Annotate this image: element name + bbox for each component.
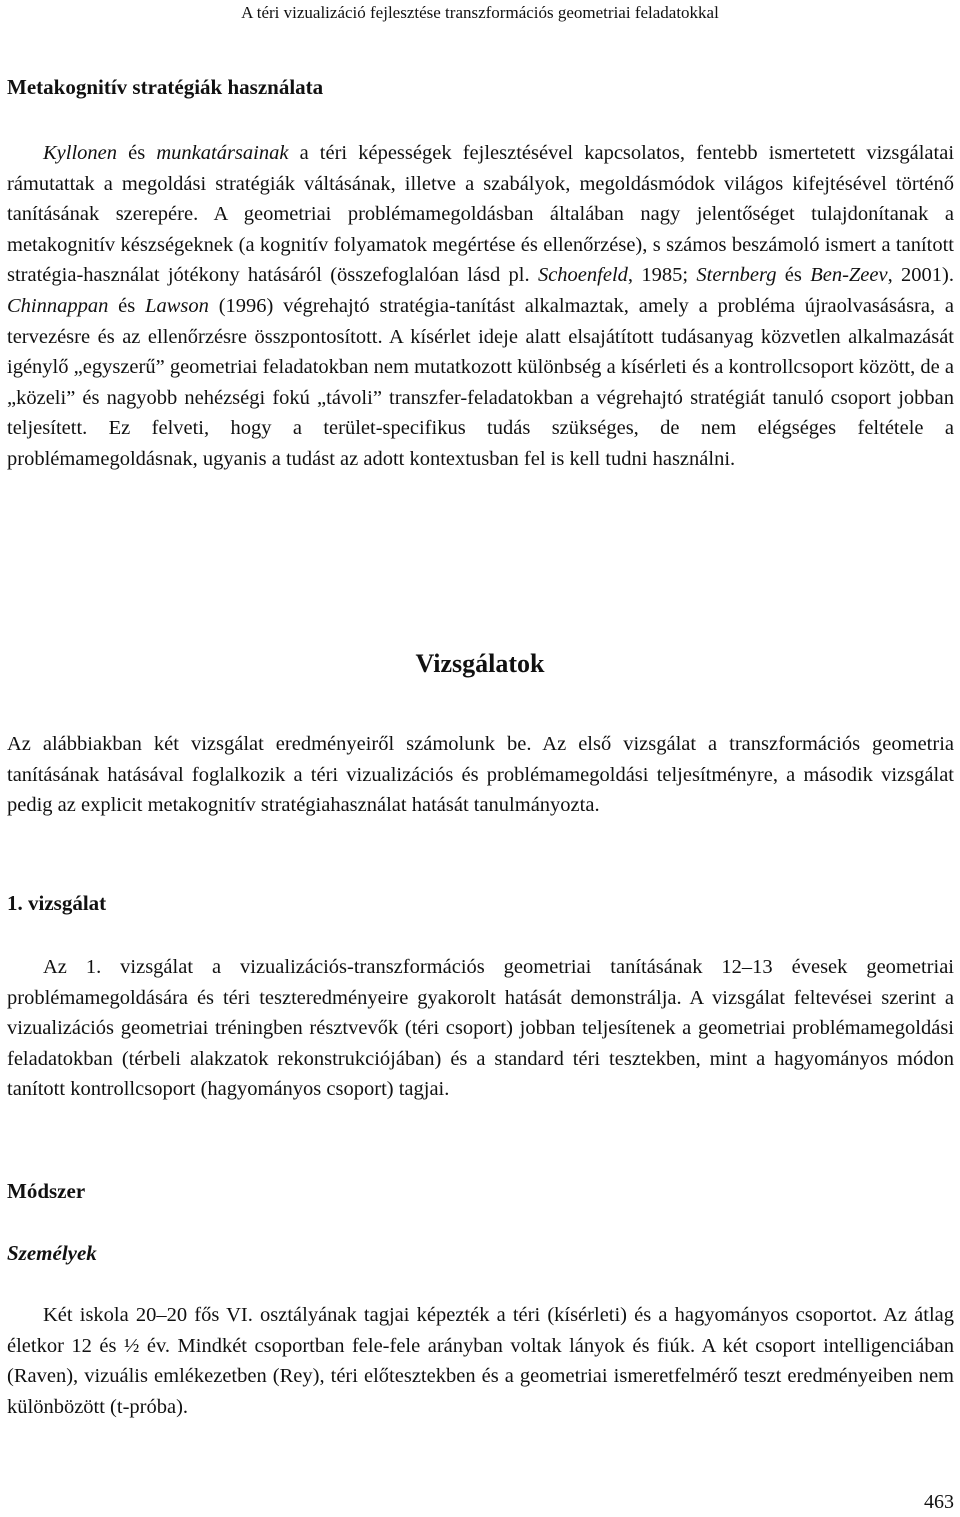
- page-number: 463: [924, 1491, 954, 1513]
- running-head: A téri vizualizáció fejlesztése transzformációs geometriai feladatokkal: [241, 3, 719, 22]
- paragraph-text: , 2001).: [887, 264, 955, 287]
- author-name: munkatársainak: [156, 142, 289, 164]
- chapter-title: Vizsgálatok: [415, 649, 545, 678]
- paragraph-intro: Az alábbiakban két vizsgálat eredményeiről számolunk be. Az első vizsgálat a transzformációs geometria tanításának hatásával foglalkozik a téri vizualizációs és problémamegoldási teljesítményre, a második vizsgálat pedig az explicit metakognitív stratégiahasználat hatását tanulmányozta.: [7, 733, 954, 817]
- author-name: Ben-Zeev: [810, 264, 888, 287]
- paragraph-metacognitive: [7, 138, 954, 475]
- paragraph-text: (1996) végrehajtó stratégia-tanítást alkalmaztak, amely a probléma újraolvasásásra, a tervezésre és az ellenőrzésre összpontosított. A kísérlet ideje alatt elsajátított tudásanyag közvetlen alkalmazását igénylő „egyszerű” geometriai feladatokban nem mutatkozott különbség a kísérleti és a kontrollcsoport között, de a „közeli” és nagyobb nehézségi fokú „távoli” transzfer-feladatokban a végrehajtó stratégiát tanuló csoport jobban teljesített. Ez felveti, hogy a terület-specifikus tudás szükséges, de nem elégséges feltétele a problémamegoldásnak, ugyanis a tudást az adott kontextusban fel is kell tudni használni.: [7, 294, 955, 470]
- subsection-title-participants: Személyek: [7, 1241, 97, 1265]
- paragraph-text: és: [117, 142, 157, 164]
- paragraph-text: és: [108, 294, 146, 317]
- paragraph-participants: Két iskola 20–20 fős VI. osztályának tagjai képezték a téri (kísérleti) és a hagyományos csoportot. Az átlag életkor 12 és ½ év. Mindkét csoportban fele-fele arányban voltak lányok és fiúk. A két csoport intelligenciában (Raven), vizuális emlékezetben (Rey), téri előtesztekben és a geometriai ismeretfelmérő teszt eredményeiben nem különbözött (t-próba).: [7, 1304, 954, 1418]
- author-name: Sternberg: [696, 264, 777, 287]
- paragraph-text: , 1985;: [627, 264, 697, 287]
- subsection-title-study1: 1. vizsgálat: [7, 891, 107, 915]
- author-name: Schoenfeld: [537, 264, 628, 287]
- author-name: Chinnappan: [7, 294, 109, 317]
- subsection-title-method: Módszer: [7, 1179, 86, 1203]
- paragraph-text: és: [776, 264, 811, 287]
- author-name: Kyllonen: [43, 142, 118, 164]
- section-title: Metakognitív stratégiák használata: [7, 75, 324, 99]
- paragraph-study1: Az 1. vizsgálat a vizualizációs-transzformációs geometriai tanításának 12–13 évesek geometriai problémamegoldására és téri teszteredményeire gyakorolt hatását demonstrálja. A vizsgálat feltevései szerint a vizualizációs geometriai tréningben résztvevők (téri csoport) jobban teljesítenek a geometriai problémamegoldási feladatokban (térbeli alakzatok rekonstrukciójában) és a standard téri tesztekben, mint a hagyományos módon tanított kontrollcsoport (hagyományos csoport) tagjai.: [7, 956, 954, 1101]
- paragraph-text: a téri képességek fejlesztésével kapcsolatos, fentebb ismertetett vizsgálatai rámutattak a megoldási stratégiák váltásának, illetve a szabályok, megoldásmódok világos kifejtésével történő tanításának szerepére. A geometriai problémamegoldásban általában nagy jelentőséget tulajdonítanak a metakognitív készségeknek (a kognitív folyamatok megértése és ellenőrzése), s számos beszámoló ismert a tanított stratégia-használat jótékony hatásáról (összefoglalóan lásd pl.: [7, 142, 955, 287]
- author-name: Lawson: [145, 294, 209, 317]
